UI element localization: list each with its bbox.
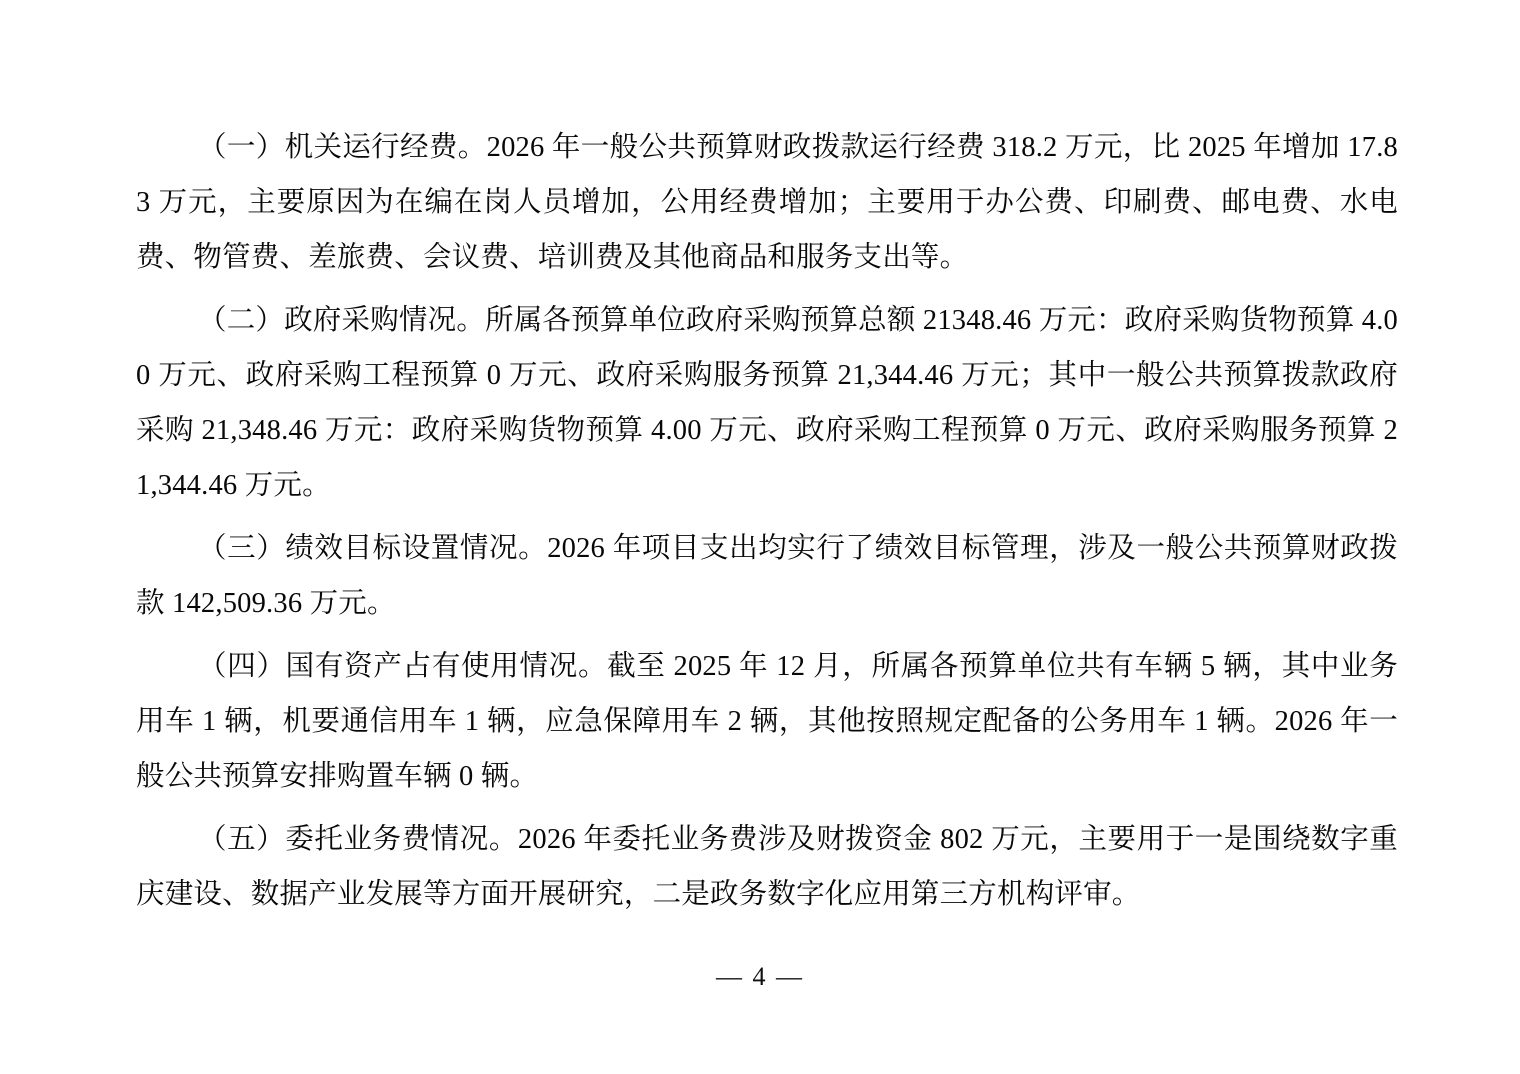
paragraph-performance-targets: （三）绩效目标设置情况。2026 年项目支出均实行了绩效目标管理，涉及一般公共预算财政拨 款 142,509.36 万元。: [136, 533, 1398, 619]
paragraph-entrusted-business-fees: （五）委托业务费情况。2026 年委托业务费涉及财拨资金 802 万元，主要用于一是围绕数字重庆建设、数据产业发展等方面开展研究，二是政务数字化应用第三方机构评审。: [136, 824, 1398, 910]
paragraph-government-procurement: （二）政府采购情况。所属各预算单位政府采购预算总额 21348.46 万元：政府采购货物预算 4.00 万元、政府采购工程预算 0 万元、政府采购服务预算 21,344.46 万元；其中一般公共预算拨款政府采购 21,348.46 万元：政府采购货物预算 4.00 万元、政府采购工程预算 0 万元、政府采购服务预算 21,344.46 万元。: [136, 305, 1398, 501]
paragraph-state-assets: （四）国有资产占有使用情况。截至 2025 年 12 月，所属各预算单位共有车辆 5 辆，其中业务用车 1 辆，机要通信用车 1 辆，应急保障用车 2 辆，其他按照规定配备的公务用车 1 辆。2026 年一般公共预算安排购置车辆 0 辆。: [136, 651, 1398, 792]
paragraph-operating-expenses: （一）机关运行经费。2026 年一般公共预算财政拨款运行经费 318.2 万元，比 2025 年增加 17.83 万元，主要原因为在编在岗人员增加，公用经费增加；主要用于办公费、印刷费、邮电费、水电费、物管费、差旅费、会议费、培训费及其他商品和服务支出等。: [136, 132, 1398, 273]
document-body: [136, 120, 1398, 928]
page-number: — 4 —: [716, 962, 804, 991]
